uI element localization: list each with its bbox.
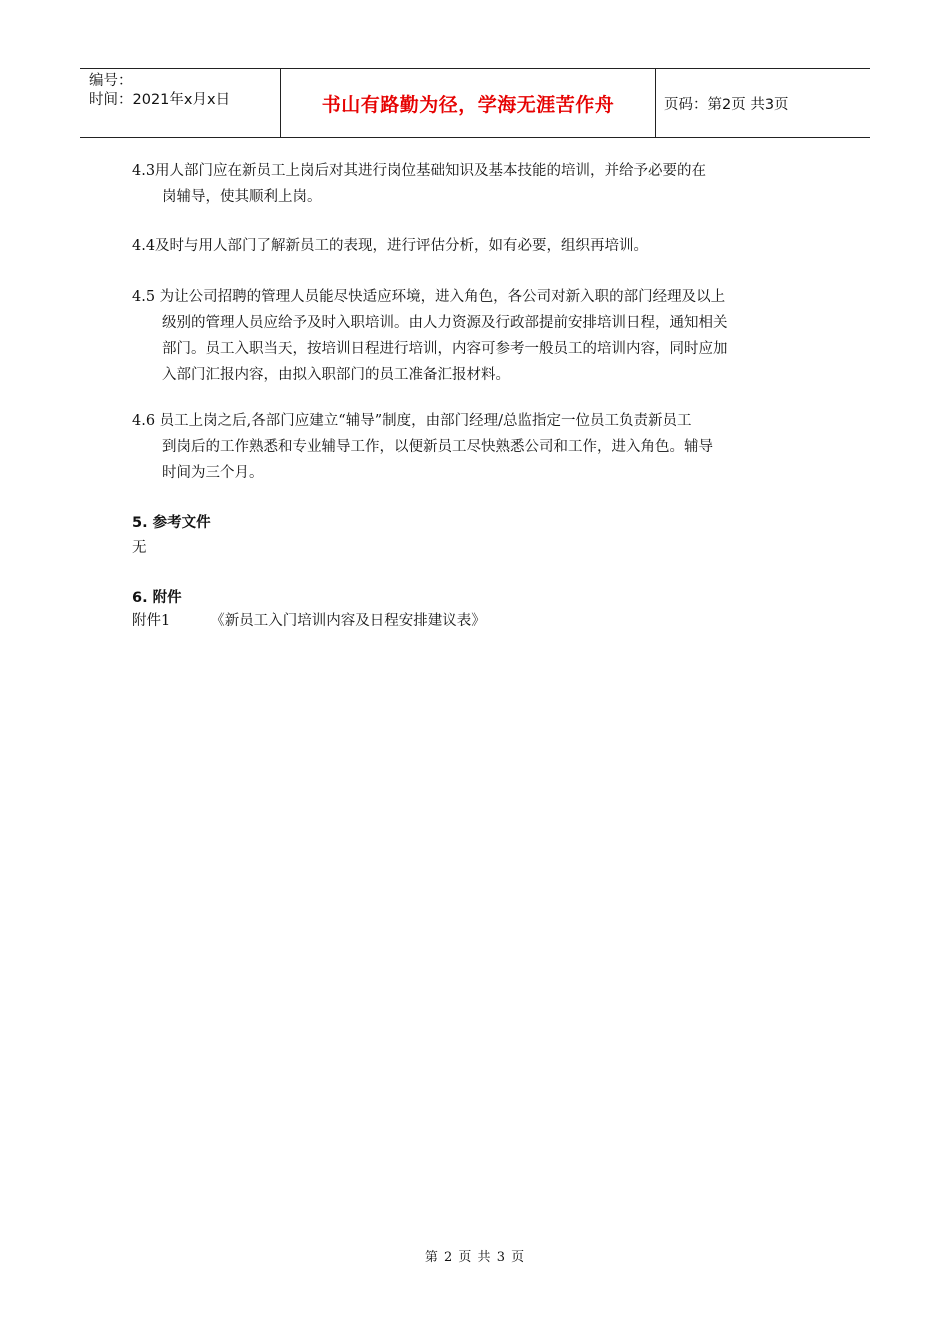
- paragraph-line: 4.5 为让公司招聘的管理人员能尽快适应环境，进入角色，各公司对新入职的部门经理及以上: [132, 289, 726, 305]
- paragraph-line: 入部门汇报内容，由拟入职部门的员工准备汇报材料。: [162, 367, 510, 383]
- attachment-line: [132, 609, 486, 630]
- paragraph-line: 4.4及时与用人部门了解新员工的表现，进行评估分析，如有必要，组织再培训。: [132, 238, 649, 254]
- header-motto-cell: [281, 69, 656, 137]
- header-page-cell: [656, 69, 870, 137]
- paragraph-line: 岗辅导，使其顺利上岗。: [162, 189, 322, 205]
- section-5-content: 无: [132, 540, 147, 556]
- paragraph-line: 部门。员工入职当天，按培训日程进行培训，内容可参考一般员工的培训内容，同时应加: [162, 341, 728, 357]
- attachment-id: 附件1: [132, 613, 171, 629]
- number-label: 编号：: [89, 73, 133, 89]
- motto-text: 书山有路勤为径，学海无涯苦作舟: [321, 93, 615, 116]
- section-5-title: 5. 参考文件: [132, 515, 211, 531]
- paragraph-4-5: [132, 284, 822, 388]
- section-6-title: 6. 附件: [132, 590, 182, 606]
- paragraph-line: 到岗后的工作熟悉和专业辅导工作，以便新员工尽快熟悉公司和工作，进入角色。辅导: [162, 439, 713, 455]
- paragraph-4-4: [132, 233, 822, 259]
- time-label: 时间：2021年x月x日: [89, 92, 231, 108]
- header-left-cell: [80, 69, 281, 137]
- page-footer: 第 2 页 共 3 页: [424, 1250, 526, 1265]
- paragraph-line: 时间为三个月。: [162, 465, 264, 481]
- paragraph-line: 4.3用人部门应在新员工上岗后对其进行岗位基础知识及基本技能的培训，并给予必要的在: [132, 163, 707, 179]
- attachment-name: 《新员工入门培训内容及日程安排建议表》: [210, 613, 486, 629]
- header-table: [80, 68, 870, 138]
- paragraph-line: 4.6 员工上岗之后,各部门应建立“辅导”制度，由部门经理/总监指定一位员工负责新员工: [132, 413, 692, 429]
- page-label: 页码：第2页 共3页: [664, 96, 789, 113]
- paragraph-4-6: [132, 408, 822, 486]
- paragraph-line: 级别的管理人员应给予及时入职培训。由人力资源及行政部提前安排培训日程，通知相关: [162, 315, 728, 331]
- paragraph-4-3: [132, 158, 822, 210]
